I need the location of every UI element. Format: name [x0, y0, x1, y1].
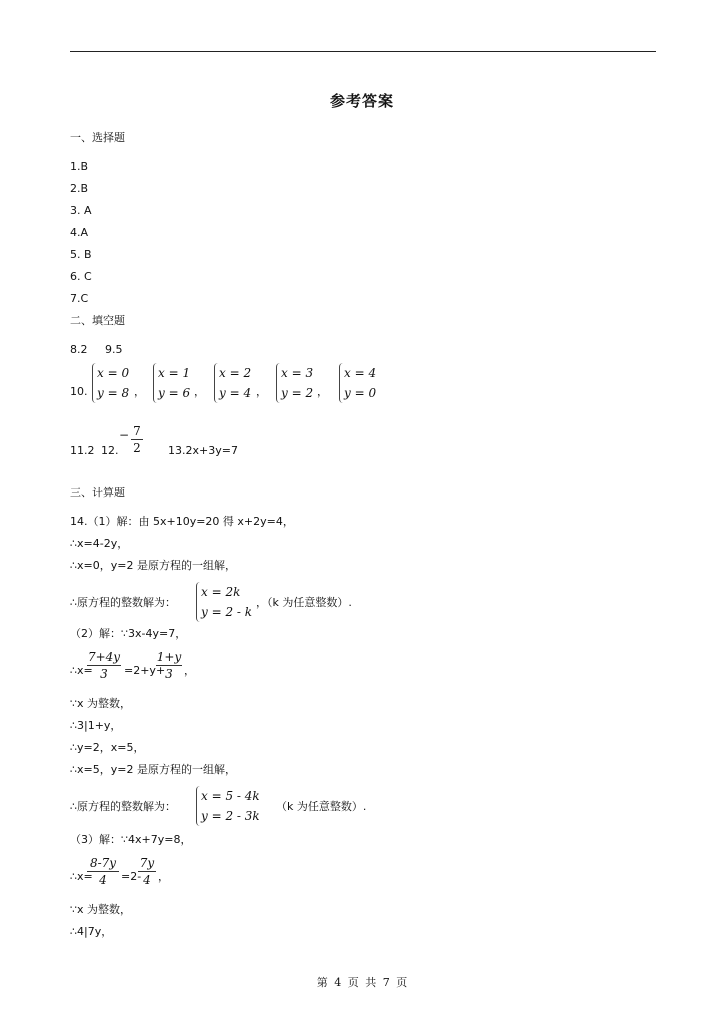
q14-part2-x-prefix: ∴x=	[70, 664, 93, 677]
q14-part1-line: ∴x=4-2y，	[70, 537, 129, 550]
q10-label: 10.	[70, 385, 88, 398]
q12-minus-sign: −	[119, 428, 130, 442]
q10-separator: ，	[256, 385, 267, 398]
answer-q9: 9.5	[105, 343, 123, 356]
q10-system: x = 3 y = 2	[276, 363, 313, 403]
q10-system: x = 2 y = 4	[214, 363, 251, 403]
page-footer: 第 4 页 共 7 页	[316, 976, 408, 989]
answer-q8: 8.2	[70, 343, 88, 356]
section-fill-heading: 二、填空题	[70, 314, 125, 327]
q14-part2-fraction: 1+y 3	[156, 650, 182, 681]
q14-part2-mid: =2+y+	[124, 664, 166, 677]
q14-part2-fraction: 7+4y 3	[87, 650, 121, 681]
choice-answer: 1.B	[70, 160, 89, 173]
answer-q11: 11.2	[70, 444, 95, 457]
q14-part3-fraction: 8-7y 4	[87, 856, 119, 887]
choice-answer: 5. B	[70, 248, 92, 261]
q14-part3-fraction: 7y 4	[139, 856, 155, 887]
q10-separator: ，	[194, 385, 205, 398]
q10-system: x = 4 y = 0	[339, 363, 376, 403]
answer-q13: 13.2x+3y=7	[168, 444, 238, 457]
choice-answer: 6. C	[70, 270, 92, 283]
section-choice-heading: 一、选择题	[70, 131, 125, 144]
q14-part2-solution-system: x = 5 - 4k y = 2 - 3k	[196, 786, 260, 826]
page-title: 参考答案	[329, 92, 394, 110]
q14-part3-line: ∵x 为整数，	[70, 903, 132, 916]
q14-part3-line: （3）解：∵4x+7y=8，	[70, 833, 192, 846]
choice-answer: 3. A	[70, 204, 92, 217]
q14-part2-line: ∴y=2，x=5，	[70, 741, 145, 754]
q14-part3-mid: =2-	[121, 870, 142, 883]
q14-part3-line: ∴4|7y，	[70, 925, 113, 938]
q14-part2-line: （2）解：∵3x-4y=7，	[70, 627, 187, 640]
q10-system: x = 1 y = 6	[153, 363, 190, 403]
q14-part1-line: 14.（1）解：由 5x+10y=20 得 x+2y=4，	[70, 515, 294, 528]
q10-system: x = 0 y = 8	[92, 363, 129, 403]
q14-part1-solution-prefix: ∴原方程的整数解为：	[70, 596, 176, 609]
choice-answer: 2.B	[70, 182, 89, 195]
q14-part2-line: ∵x 为整数，	[70, 697, 132, 710]
q14-part2-end: ，	[184, 664, 195, 677]
q14-part3-x-prefix: ∴x=	[70, 870, 93, 883]
q14-part2-line: ∴x=5，y=2 是原方程的一组解，	[70, 763, 236, 776]
q14-part1-line: ∴x=0，y=2 是原方程的一组解，	[70, 559, 236, 572]
q14-part3-end: ，	[158, 870, 169, 883]
q14-part1-solution-suffix: ，（k 为任意整数）.	[256, 596, 352, 609]
choice-answer: 7.C	[70, 292, 89, 305]
choice-answer: 4.A	[70, 226, 89, 239]
q12-label: 12.	[101, 444, 119, 457]
q14-part2-solution-prefix: ∴原方程的整数解为：	[70, 800, 176, 813]
q10-separator: ，	[317, 385, 328, 398]
q14-part2-solution-suffix: （k 为任意整数）.	[276, 800, 367, 813]
q10-separator: ，	[134, 385, 145, 398]
q14-part1-solution-system: x = 2k y = 2 - k	[196, 582, 252, 622]
q12-fraction: 7 2	[131, 424, 143, 455]
q14-part2-line: ∴3|1+y，	[70, 719, 122, 732]
section-calc-heading: 三、计算题	[70, 486, 125, 499]
header-rule	[70, 51, 656, 52]
